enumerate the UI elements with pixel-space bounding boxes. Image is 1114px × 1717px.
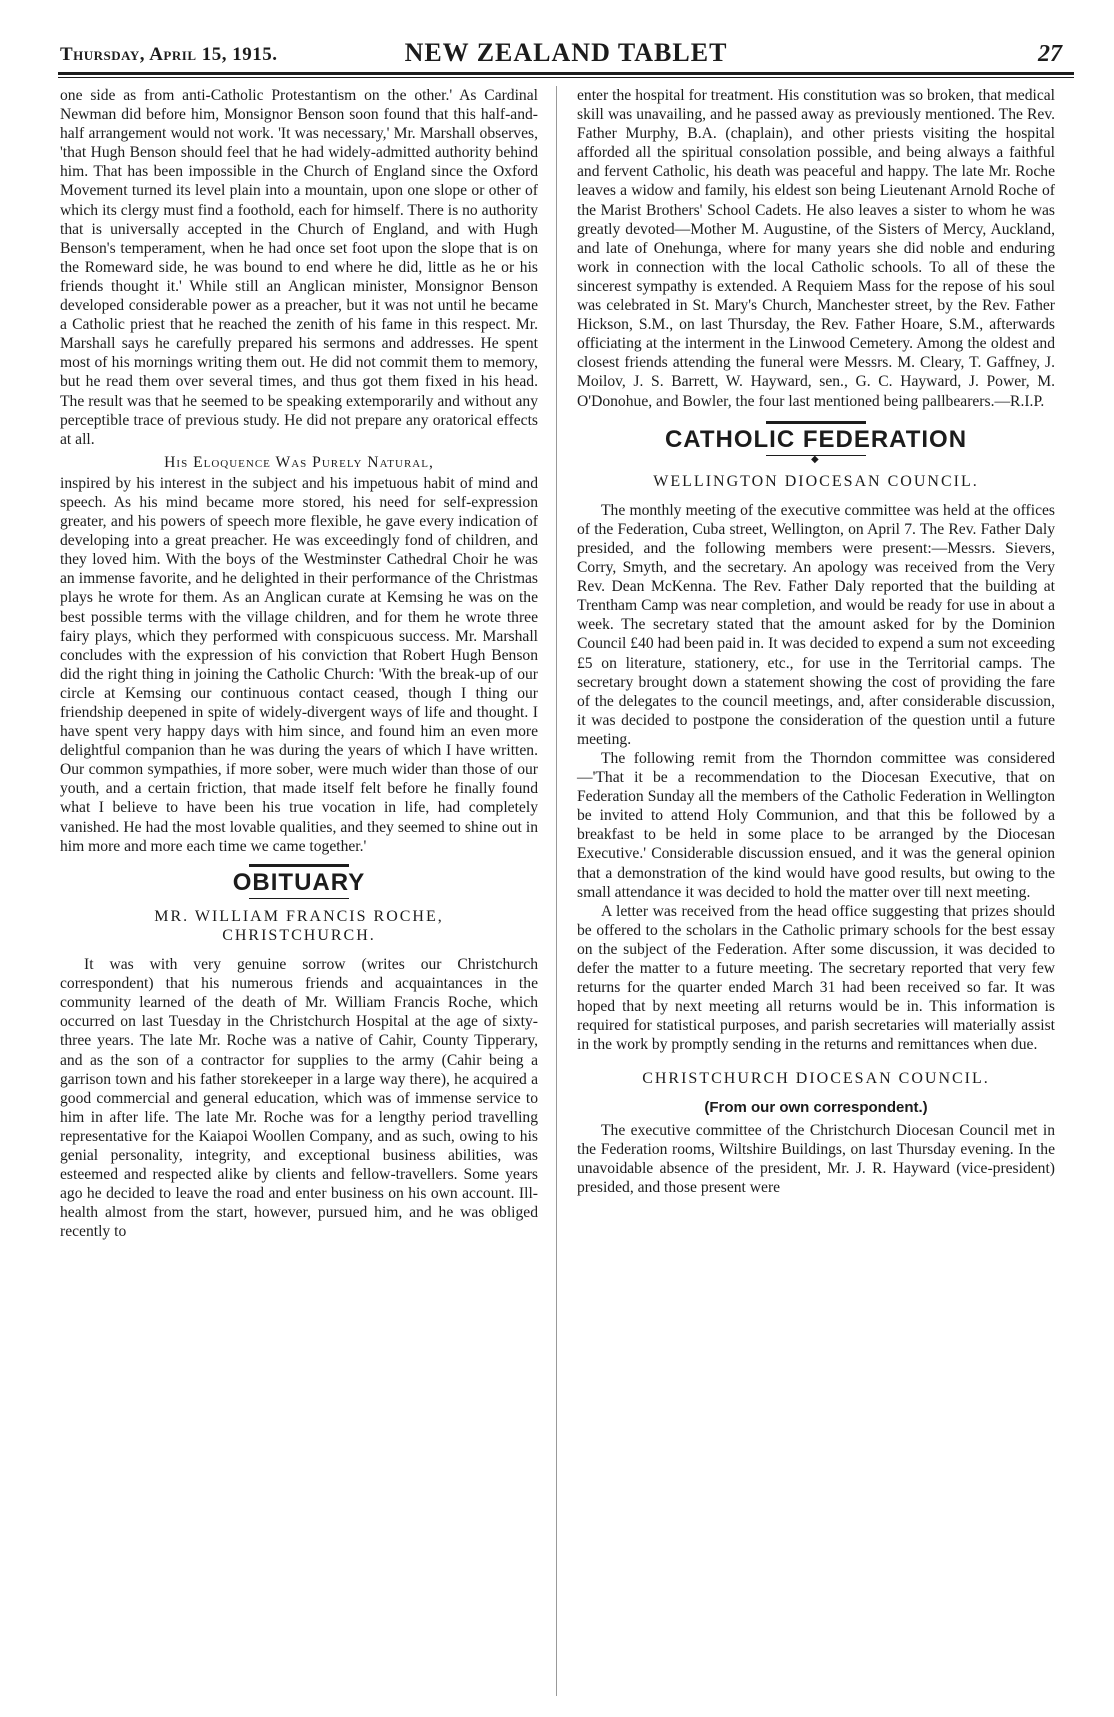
from-correspondent-line: (From our own correspondent.) [704,1098,928,1116]
page-number: 27 [1038,41,1062,67]
obituary-subhead-place: CHRISTCHURCH. [222,926,376,944]
section-rule-thin [249,898,349,899]
christchurch-council-heading: CHRISTCHURCH DIOCESAN COUNCIL. [642,1069,990,1087]
obituary-continued-paragraph: enter the hospital for treatment. His constitution was so broken, that medical skill was unavailing, and he passed away as previously mentioned. The Rev. Father Murphy, B.A. (chaplain), and other priests visiting the hospital afforded all the spiritual consolation possible, and being always a faithful and fervent Catholic, his death was peaceful and happy. The late Mr. Roche leaves a widow and family, his eldest son being Lieutenant Arnold Roche of the Marist Brothers' School Cadets. He also leaves a sister to whom he was greatly devoted—Mother M. Augustine, of the Sisters of Mercy, Auckland, and late of Onehunga, where for many years she did noble and enduring work in connection with the local Catholic schools. To all of these the sincerest sympathy is extended. A Requiem Mass for the repose of his soul was celebrated in St. Mary's Church, Manchester street, by the Rev. Father Hickson, S.M., on last Thursday, the Rev. Father Hoare, S.M., afterwards officiating at the interment in the Linwood Cemetery. Among the oldest and closest friends attending the funeral were Messrs. M. Cleary, T. Gaffney, J. Moilov, J. S. Barrett, W. Hayward, sen., G. C. Hayward, J. Power, M. O'Donohue, and Bowler, the four last mentioned being pallbearers.—R.I.P. [577,87,1055,410]
benson-article-paragraph: one side as from anti-Catholic Protestantism on the other.' As Cardinal Newman did before him, Monsignor Benson soon found that this half-and-half arrangement would not work. 'It was necessary,' Mr. Marshall observes, 'that Hugh Benson should feel that he had widely-admitted authority behind him. That has been impossible in the Church of England since the Oxford Movement turned its level plain into a mountain, upon one slope or other of which its clergy must find a foothold, each for himself. There is no authority that is universally accepted in the Church of England, and with Hugh Benson's temperament, when he had once set foot upon the slope that is on the Romeward side, he was bound to end where he did, little as he or his friends thought it.' While still an Anglican minister, Monsignor Benson developed considerable power as a preacher, but it was not until he became a Catholic priest that he reached the zenith of his fame in this respect. Mr. Marshall says he carefully prepared his sermons and addresses. He spent most of his mornings writing them out. He did not commit them to memory, but he read them over several times, and thus got them fixed in his head. The result was that he seemed to be speaking extemporarily and without any perceptible trace of previous study. He did not prepare any oratorical effects at all. [60,87,538,448]
masthead-rule [58,72,1074,75]
eloquence-subheading: His Eloquence Was Purely Natural, [164,453,434,471]
left-column [60,86,538,1241]
wellington-paragraph-2: The following remit from the Thorndon committee was considered—'That it be a recommendation to the Diocesan Executive, that on Federation Sunday all the members of the Catholic Federation in Wellington be invited to attend Holy Communion, and that this be followed by a breakfast to be held in some place to be arranged by the Diocesan Executive.' Considerable discussion ensued, and it was the general opinion that a demonstration of the kind would have good results, but owing to the small attendance it was decided to hold the matter over till next meeting. [577,750,1055,901]
federation-title: CATHOLIC FEDERATION [664,425,968,453]
diamond-rule [766,455,866,464]
diamond-ornament-icon: ◆ [811,453,819,465]
obituary-title: OBITUARY [232,868,366,896]
wellington-paragraph-3: A letter was received from the head office suggesting that prizes should be offered to the scholars in the Catholic primary schools for the best essay on the subject of the Federation. After some discussion, it was decided to defer the matter to a future meeting. The secretary reported that very few returns for the quarter ended March 31 had been received so far. It was hoped that by next meeting all returns would be in. This information is required for statistical purposes, and parish secretaries will materially assist in the work by promptly sending in the returns and remittances when due. [577,902,1055,1054]
masthead-rule-thin [58,77,1074,78]
benson-article-paragraph-2: inspired by his interest in the subject and his impetuous habit of mind and speech. As his mind became more stored, his need for self-expression greater, and his powers of speech more flexible, he gave every indication of developing into a great preacher. He was exceedingly fond of children, and they loved him. With the boys of the Westminster Cathedral Choir he was an immense favorite, and he delighted in their performance of the Christmas plays he wrote for them. As an Anglican curate at Kemsing he was on the best possible terms with the village children, and for them he wrote three fairy plays, which they performed with conspicuous success. Mr. Marshall concludes with the expression of his conviction that Robert Hugh Benson did the right thing in joining the Catholic Church: 'With the break-up of our circle at Kemsing our continuous contact ceased, though I thing our friendship deepened in spite of widely-divergent ways of life and thought. I have spent very happy days with him since, and found him an even more delightful companion than he was during the years of which I have written. Our common sympathies, if more sober, were much wider than those of our youth, and a certain friction, that made itself felt before he finally found what I believe to have been his true vocation in life, had completely vanished. He had the most lovable qualities, and they seemed to shine out in him more and more each time we came together.' [60,474,538,855]
obituary-subhead-name: MR. WILLIAM FRANCIS ROCHE, [154,907,444,925]
publication-title: NEW ZEALAND TABLET [404,38,728,67]
obituary-paragraph: It was with very genuine sorrow (writes our Christchurch correspondent) that his numerous friends and acquaintances in the community learned of the death of Mr. William Francis Roche, which occurred on last Tuesday in the Christchurch Hospital at the age of sixty-three years. The late Mr. Roche was a native of Cahir, County Tipperary, and as the son of a contractor for supplies to the army (Cahir being a garrison town and his father storekeeper in a large way there), he acquired a good commercial and general education, which was of immense service to him in after life. The late Mr. Roche was for a lengthy period travelling representative for the Kaiapoi Woollen Company, and as such, owing to his genial personality, integrity, and exceptional business abilities, was esteemed and respected alike by clients and fellow-travellers. Some years ago he decided to leave the road and enter business on his own account. Ill-health almost from the start, however, pursued him, and he was obliged recently to [60,956,538,1241]
section-rule [249,864,349,867]
christchurch-paragraph: The executive committee of the Christchurch Diocesan Council met in the Federation rooms, Wiltshire Buildings, on last Thursday evening. In the unavoidable absence of the president, Mr. J. R. Hayward (vice-president) presided, and those present were [577,1121,1055,1196]
wellington-paragraph-1: The monthly meeting of the executive committee was held at the offices of the Federation, Cuba street, Wellington, on April 7. The Rev. Father Daly presided, and the following members were present:—Messrs. Sievers, Corry, Smyth, and the secretary. An apology was received from the Very Rev. Dean McKenna. The Rev. Father Daly reported that the building at Trentham Camp was near completion, and would be ready for use in about a week. The secretary stated that the amount asked for by the Dominion Council £40 had been paid in. It was decided to expend a sum not exceeding £5 on literature, stationery, etc., for use in the Territorial camps. The secretary brought down a statement showing the cost of providing the fare of the delegates to the council meetings, and, after considerable discussion, it was decided to postpone the consideration of the question until a future meeting. [577,501,1055,748]
wellington-council-heading: WELLINGTON DIOCESAN COUNCIL. [653,472,979,490]
section-rule [766,421,866,424]
masthead [58,36,1074,70]
issue-date: Thursday, April 15, 1915. [60,44,278,65]
right-column [577,86,1055,1197]
column-divider [556,86,557,1696]
